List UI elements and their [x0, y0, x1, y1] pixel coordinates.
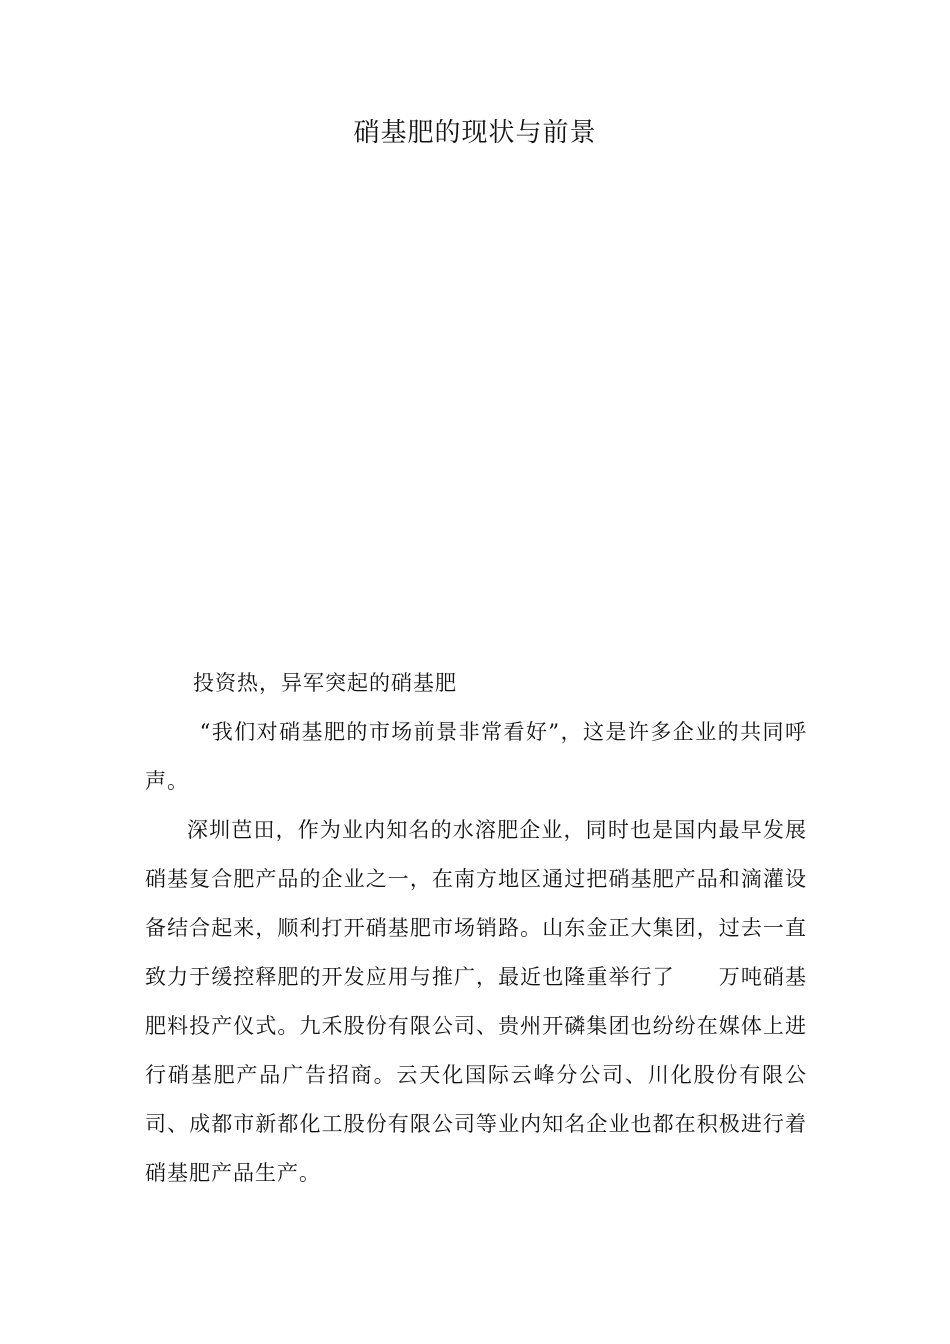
section-heading: 投资热，异军突起的硝基肥 [193, 671, 457, 695]
quote-paragraph: “我们对硝基肥的市场前景非常看好”，这是许多企业的共同呼声。 [145, 720, 807, 793]
article-body [145, 708, 807, 1198]
page-title: 硝基肥的现状与前景 [353, 118, 597, 148]
main-paragraph: 深圳芭田，作为业内知名的水溶肥企业，同时也是国内最早发展硝基复合肥产品的企业之一，在南方地区通过把硝基肥产品和滴灌设备结合起来，顺利打开硝基肥市场销路。山东金正大集团，过去一直致力于缓控释肥的开发应用与推广，最近也隆重举行了 万吨硝基肥料投产仪式。九禾股份有限公司、贵州开磷集团也纷纷在媒体上进行硝基肥产品广告招商。云天化国际云峰分公司、川化股份有限公司、成都市新都化工股份有限公司等业内知名企业也都在积极进行着硝基肥产品生产。 [145, 818, 807, 1185]
